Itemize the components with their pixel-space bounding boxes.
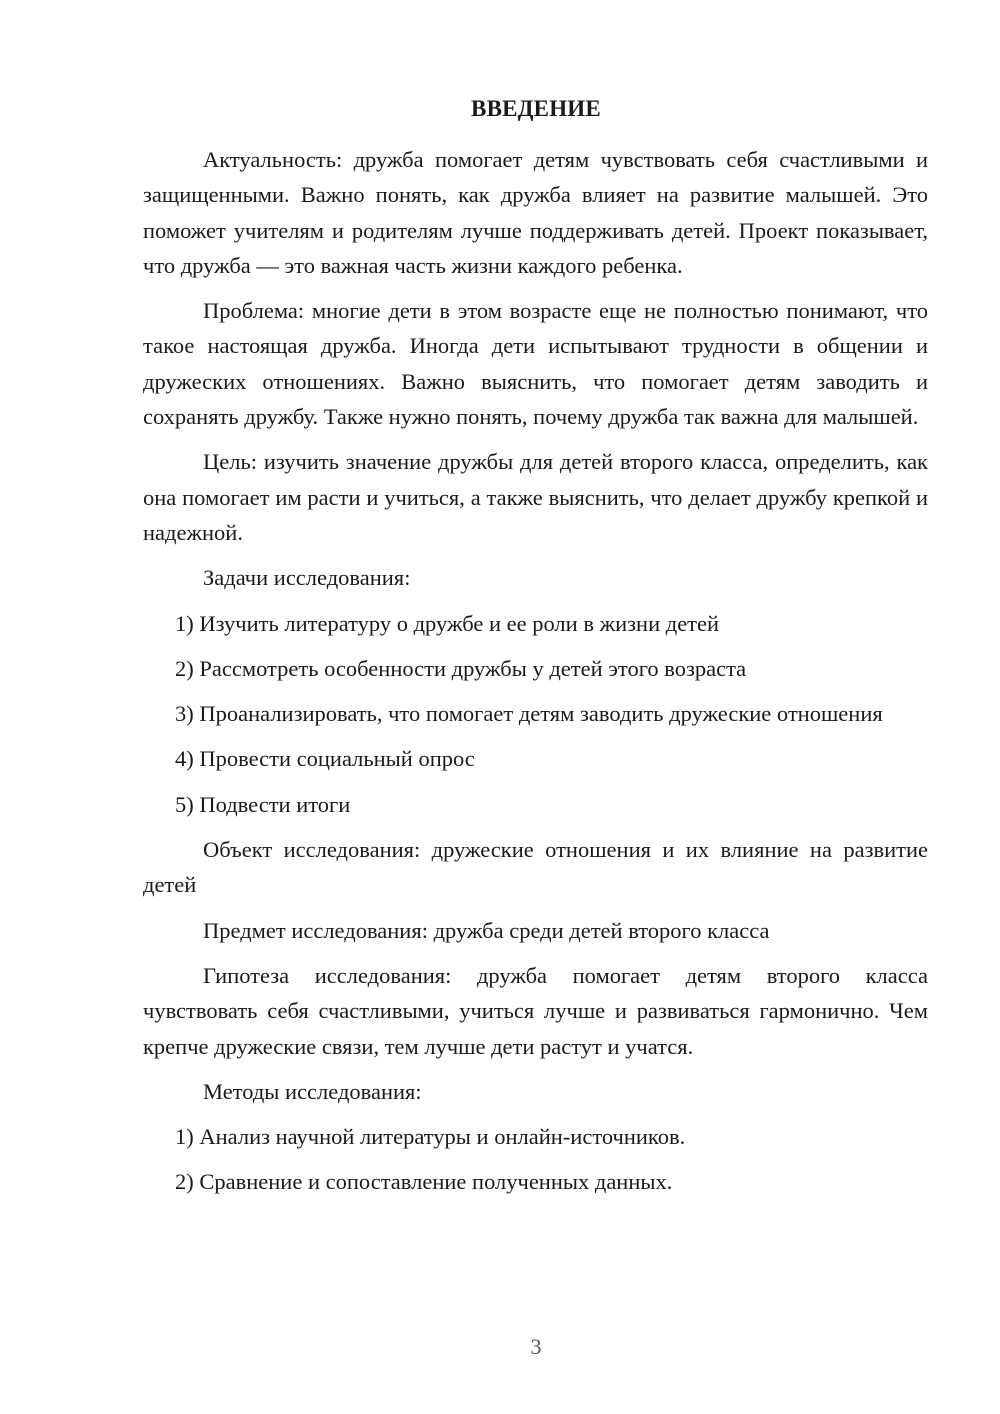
methods-title: Методы исследования: xyxy=(203,1078,422,1104)
paragraph-problem: Проблема: многие дети в этом возрасте еще не полностью понимают, что такое настоящая дружба. Иногда дети испытывают трудности в общении и дружеских отношениях. Важно выяснить, что помогает детям заводить и сохранять дружбу. Также нужно понять, почему дружба так важна для малышей. xyxy=(143,298,928,430)
method-item-2: 2) Сравнение и сопоставление полученных данных. xyxy=(175,1169,673,1195)
tasks-title: Задачи исследования: xyxy=(203,565,411,591)
document-body xyxy=(143,142,928,1200)
paragraph-goal: Цель: изучить значение дружбы для детей второго класса, определить, как она помогает им расти и учиться, а также выяснить, что делает дружбу крепкой и надежной. xyxy=(143,449,928,545)
paragraph-subject: Предмет исследования: дружба среди детей второго класса xyxy=(203,917,770,943)
paragraph-hypothesis: Гипотеза исследования: дружба помогает детям второго класса чувствовать себя счастливыми, учиться лучше и развиваться гармонично. Чем крепче дружеские связи, тем лучше дети растут и учатся. xyxy=(143,962,928,1059)
task-item-3: 3) Проанализировать, что помогает детям заводить дружеские отношения xyxy=(175,701,883,727)
task-item-4: 4) Провести социальный опрос xyxy=(175,746,475,772)
paragraph-object: Объект исследования: дружеские отношения и их влияние на развитие детей xyxy=(143,837,928,898)
method-item-1: 1) Анализ научной литературы и онлайн-источников. xyxy=(175,1124,686,1150)
task-item-1: 1) Изучить литературу о дружбе и ее роли в жизни детей xyxy=(175,610,720,636)
section-heading: ВВЕДЕНИЕ xyxy=(471,96,601,121)
task-item-5: 5) Подвести итоги xyxy=(175,791,351,817)
page-number: 3 xyxy=(530,1334,542,1359)
paragraph-relevance: Актуальность: дружба помогает детям чувствовать себя счастливыми и защищенными. Важно понять, как дружба влияет на развитие малышей. Это поможет учителям и родителям лучше поддерживать детей. Проект показывает, что дружба — это важная часть жизни каждого ребенка. xyxy=(143,147,928,278)
task-item-2: 2) Рассмотреть особенности дружбы у детей этого возраста xyxy=(175,655,747,681)
